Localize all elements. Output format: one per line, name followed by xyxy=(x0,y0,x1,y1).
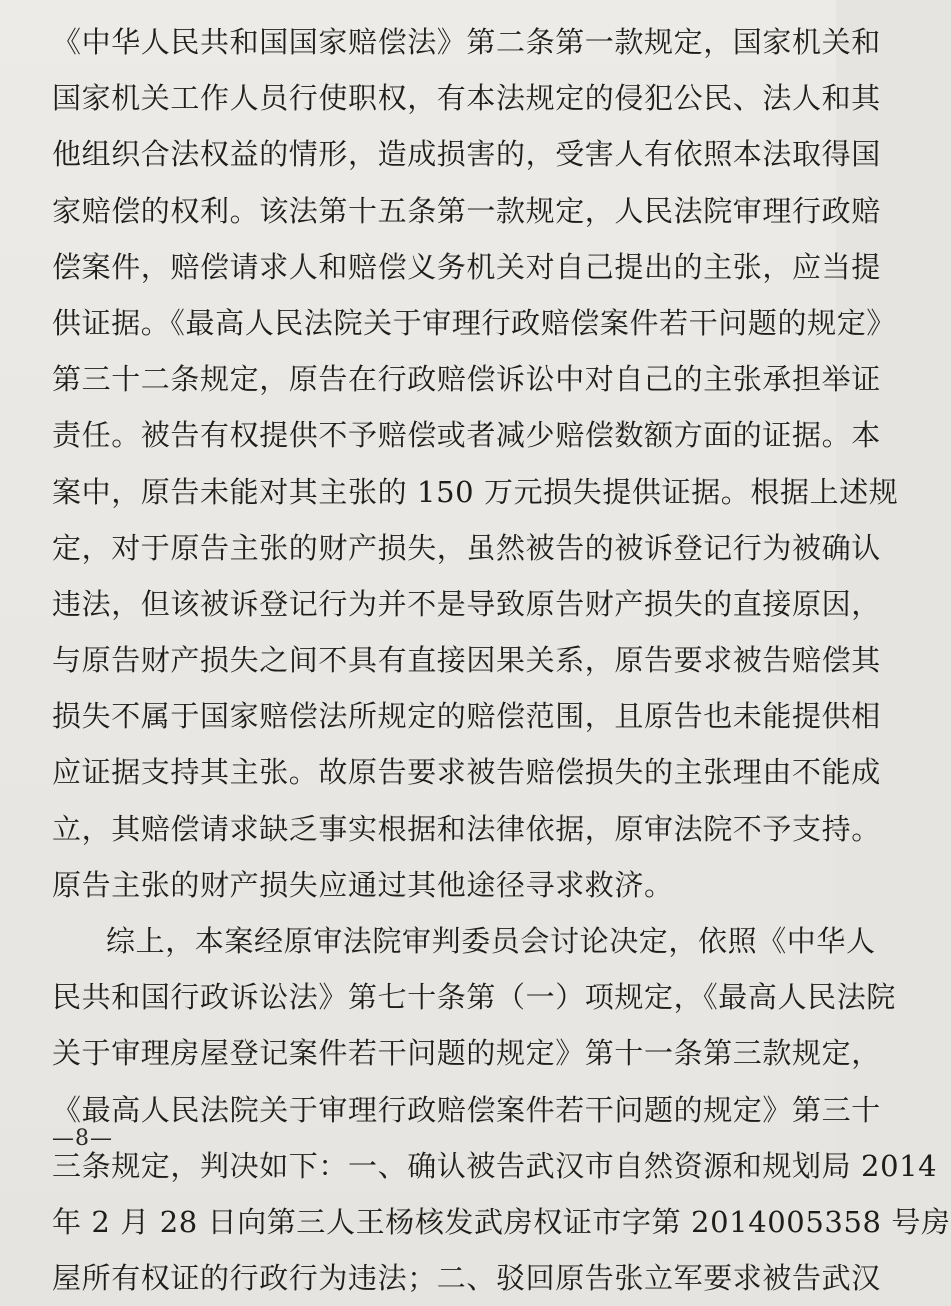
text-line: 他组织合法权益的情形，造成损害的，受害人有依照本法取得国 xyxy=(52,137,881,172)
paragraph-first-line: 综上，本案经原审法院审判委员会讨论决定，依照《中华人 xyxy=(106,924,876,958)
text-line: 《最高人民法院关于审理行政赔偿案件若干问题的规定》第三十 xyxy=(52,1092,881,1127)
text-line: 供证据。《最高人民法院关于审理行政赔偿案件若干问题的规定》 xyxy=(52,305,896,340)
text-line: 民共和国行政诉讼法》第七十条第（一）项规定，《最高人民法院 xyxy=(52,980,896,1015)
document-body xyxy=(52,14,951,1306)
text-line: 与原告财产损失之间不具有直接因果关系，原告要求被告赔偿其 xyxy=(52,643,881,678)
text-line: 家赔偿的权利。该法第十五条第一款规定，人民法院审理行政赔 xyxy=(52,193,881,228)
text-line: 损失不属于国家赔偿法所规定的赔偿范围，且原告也未能提供相 xyxy=(52,699,881,734)
text-line: 违法，但该被诉登记行为并不是导致原告财产损失的直接原因， xyxy=(52,586,881,621)
text-line: 偿案件，赔偿请求人和赔偿义务机关对自己提出的主张，应当提 xyxy=(52,249,881,284)
text-line: 三条规定，判决如下：一、确认被告武汉市自然资源和规划局 2014 xyxy=(52,1148,938,1183)
text-line: 第三十二条规定，原告在行政赔偿诉讼中对自己的主张承担举证 xyxy=(52,362,881,397)
text-line: 定，对于原告主张的财产损失，虽然被告的被诉登记行为被确认 xyxy=(52,530,881,565)
text-line: 关于审理房屋登记案件若干问题的规定》第十一条第三款规定， xyxy=(52,1036,881,1071)
page-number: —8— xyxy=(52,1126,113,1151)
text-line: 《中华人民共和国国家赔偿法》第二条第一款规定，国家机关和 xyxy=(52,25,881,59)
text-line: 责任。被告有权提供不予赔偿或者减少赔偿数额方面的证据。本 xyxy=(52,418,881,453)
text-line: 立，其赔偿请求缺乏事实根据和法律依据，原审法院不予支持。 xyxy=(52,811,881,846)
text-line: 屋所有权证的行政行为违法；二、驳回原告张立军要求被告武汉 xyxy=(52,1261,881,1296)
text-line: 原告主张的财产损失应通过其他途径寻求救济。 xyxy=(52,867,674,902)
text-line: 年 2 月 28 日向第三人王杨核发武房权证市字第 2014005358 号房 xyxy=(52,1204,951,1239)
text-line: 国家机关工作人员行使职权，有本法规定的侵犯公民、法人和其 xyxy=(52,81,881,116)
text-line: 应证据支持其主张。故原告要求被告赔偿损失的主张理由不能成 xyxy=(52,755,881,790)
text-line: 案中，原告未能对其主张的 150 万元损失提供证据。根据上述规 xyxy=(52,474,899,509)
